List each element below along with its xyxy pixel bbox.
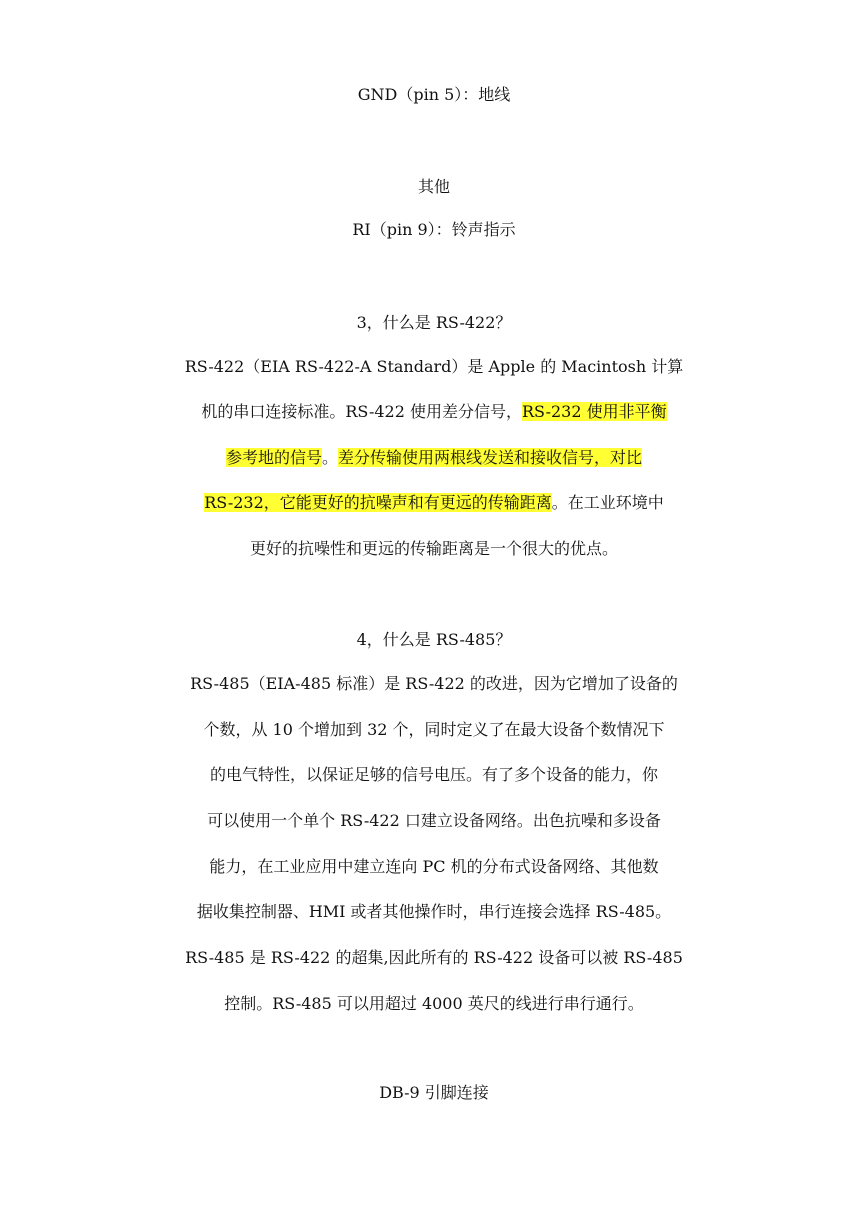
highlighted-text: 参考地的信号 [225, 448, 322, 467]
rs422-paragraph-line: 更好的抗噪性和更远的传输距离是一个很大的优点。 [249, 539, 618, 558]
rs422-paragraph-line: RS-422（EIA RS-422-A Standard）是 Apple 的 Macintosh 计算 [184, 357, 684, 376]
rs485-paragraph-line: 可以使用一个单个 RS-422 口建立设备网络。出色抗噪和多设备 [207, 811, 661, 830]
ri-line: RI（pin 9）：铃声指示 [352, 220, 516, 239]
rs485-paragraph-line: 能力，在工业应用中建立连向 PC 机的分布式设备网络、其他数 [209, 857, 659, 876]
rs422-paragraph-line [0, 486, 868, 520]
highlighted-text: RS-232，它能更好的抗噪声和有更远的传输距离 [204, 493, 552, 512]
rs485-paragraph-line: 的电气特性，以保证足够的信号电压。有了多个设备的能力，你 [209, 765, 658, 784]
text-run: 。在工业环境中 [551, 493, 664, 512]
db9-heading: DB-9 引脚连接 [379, 1083, 489, 1102]
rs485-paragraph-line: RS-485 是 RS-422 的超集,因此所有的 RS-422 设备可以被 RS-485 [185, 948, 683, 967]
rs422-heading: 3，什么是 RS-422？ [356, 313, 512, 332]
rs422-paragraph-line [0, 441, 868, 475]
text-run: 。 [321, 448, 338, 467]
rs422-paragraph-line [0, 395, 868, 429]
rs485-paragraph-line: 据收集控制器、HMI 或者其他操作时，串行连接会选择 RS-485。 [196, 902, 672, 921]
rs485-paragraph-line: 控制。RS-485 可以用超过 4000 英尺的线进行串行通行。 [224, 994, 644, 1013]
gnd-line: GND（pin 5）：地线 [357, 85, 511, 104]
other-heading: 其他 [417, 177, 450, 196]
rs485-paragraph-line: 个数，从 10 个增加到 32 个，同时定义了在最大设备个数情况下 [203, 720, 665, 739]
rs485-paragraph-line: RS-485（EIA-485 标准）是 RS-422 的改进，因为它增加了设备的 [190, 674, 678, 693]
highlighted-text: RS-232 使用非平衡 [522, 402, 667, 421]
rs485-heading: 4，什么是 RS-485？ [356, 630, 512, 649]
highlighted-text: 差分传输使用两根线发送和接收信号，对比 [338, 448, 643, 467]
text-run: 机的串口连接标准。RS-422 使用差分信号， [201, 402, 522, 421]
